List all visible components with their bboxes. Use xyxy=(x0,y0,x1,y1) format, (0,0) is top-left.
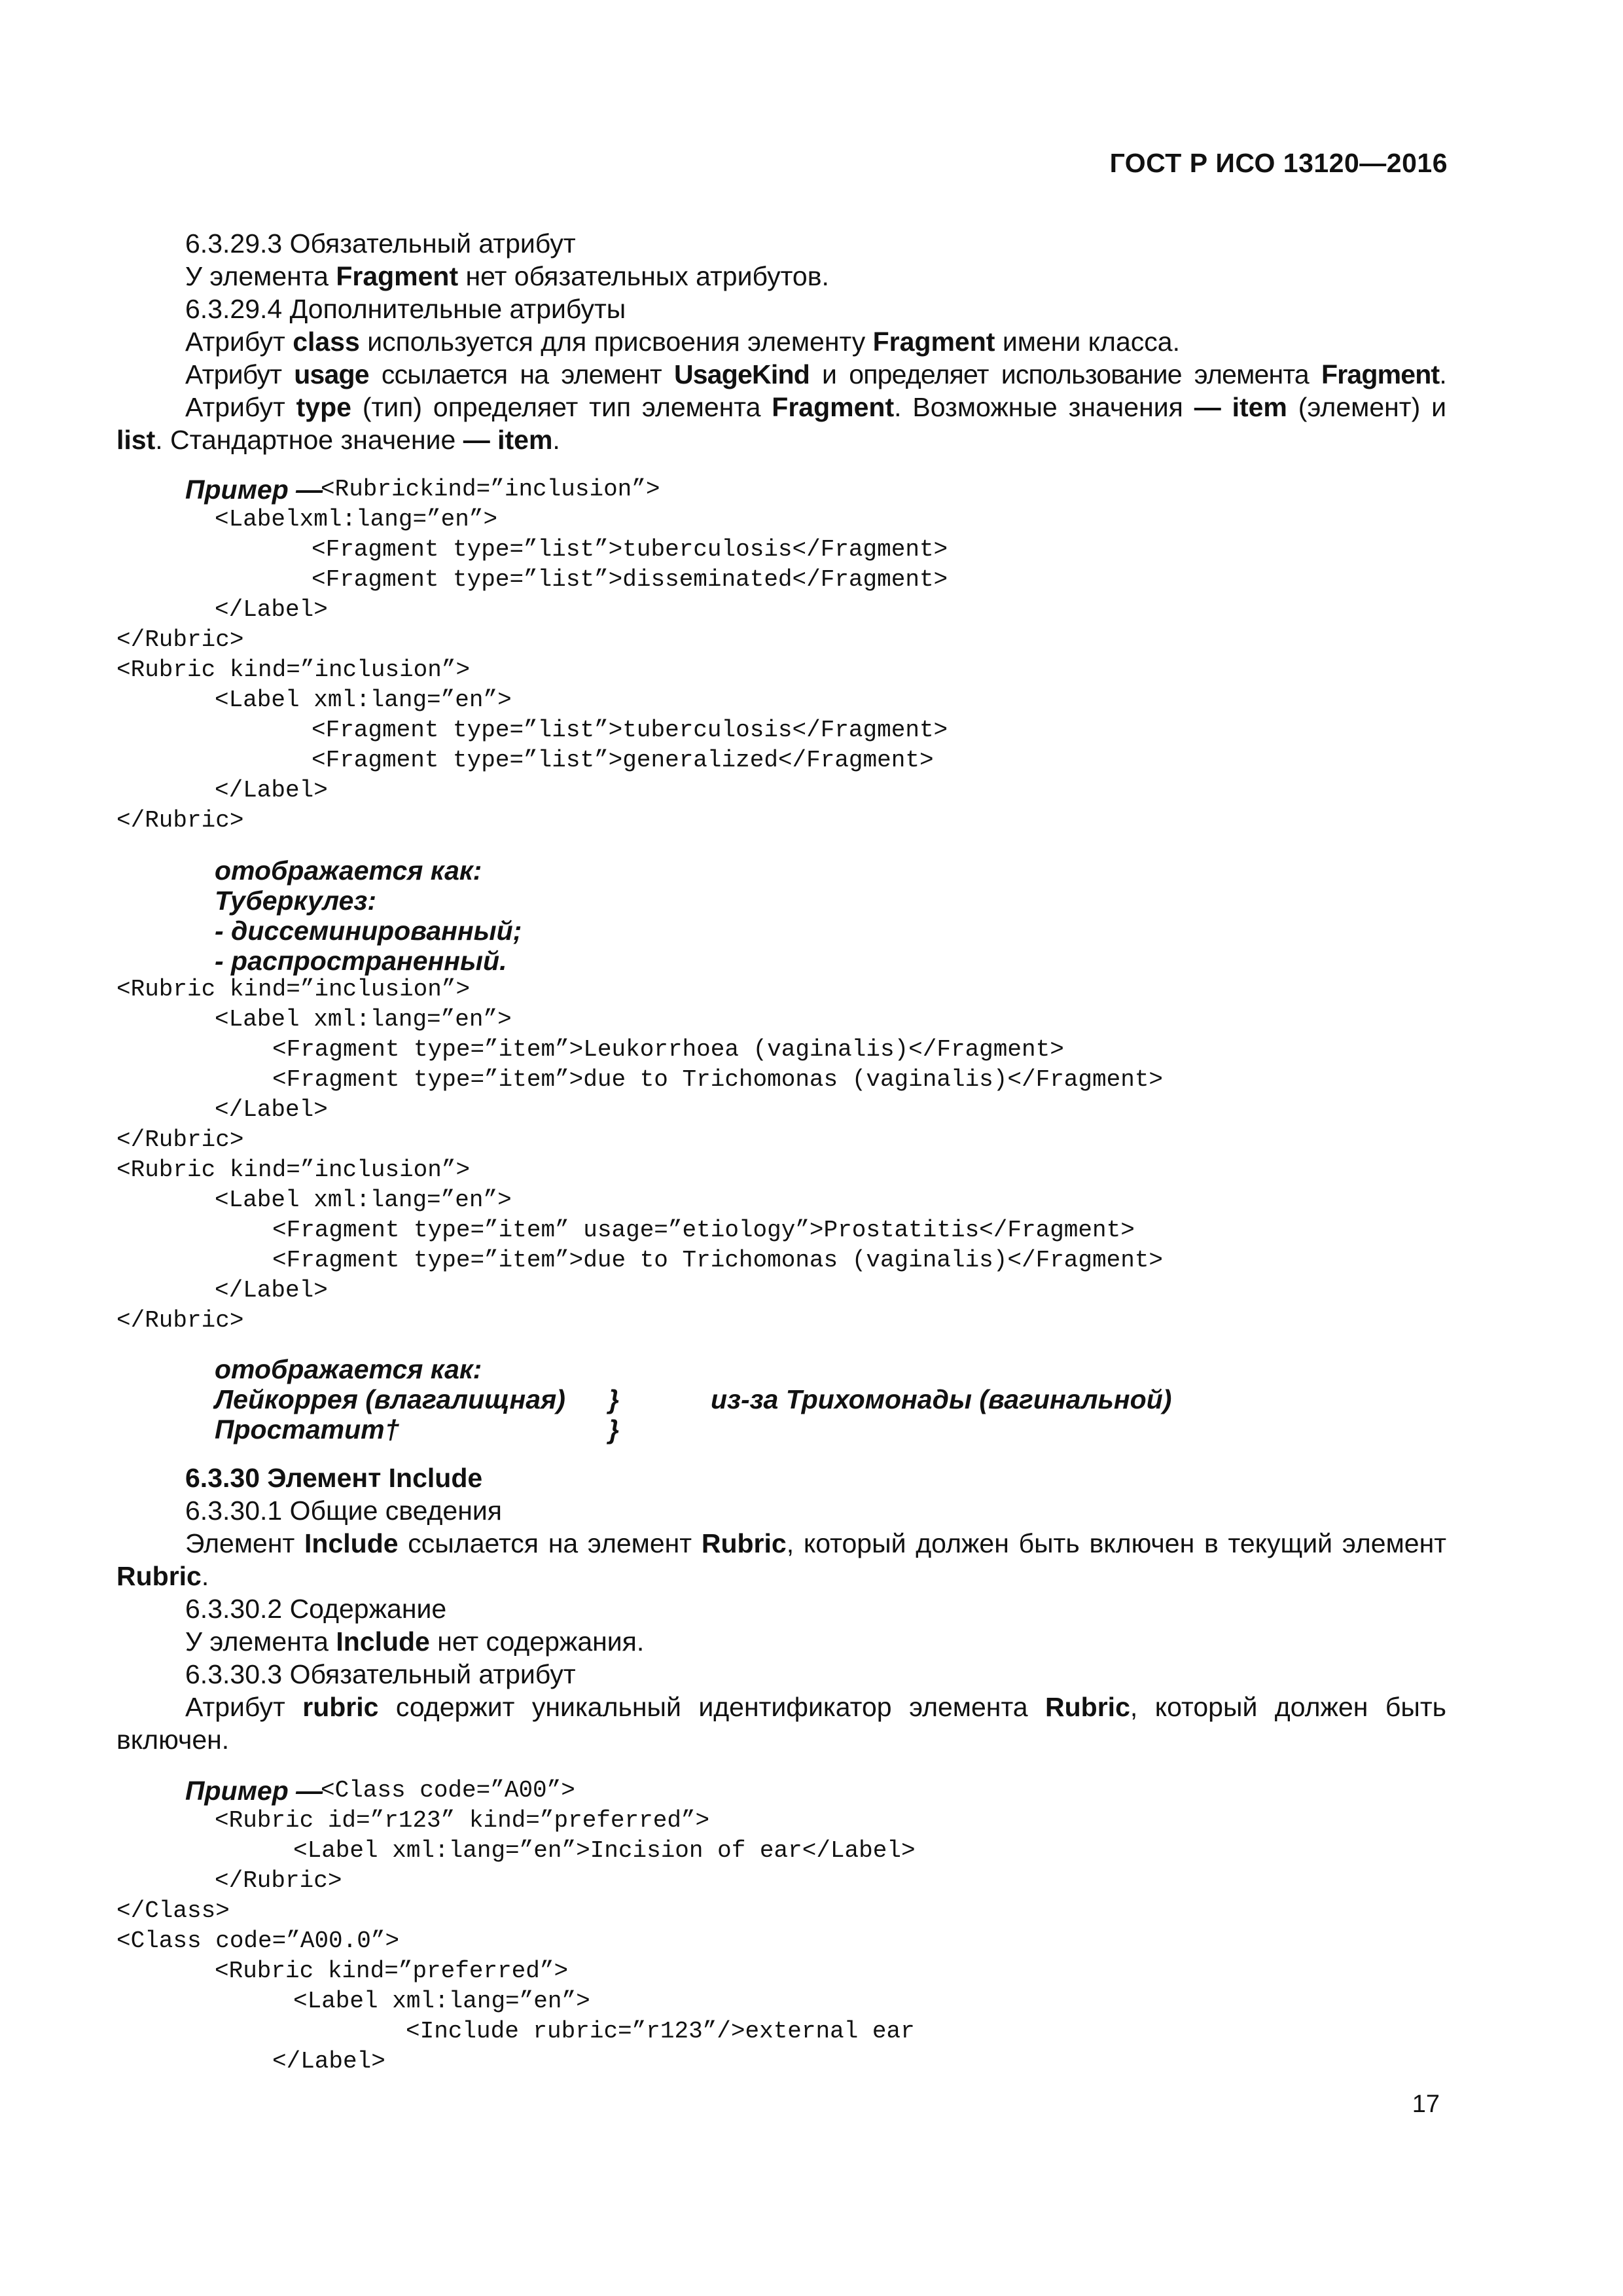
code-line: <Rubric kind=”inclusion”> xyxy=(116,1157,471,1183)
code-line: <Rubric id=”r123” kind=”preferred”> xyxy=(215,1807,710,1834)
code-line: </Rubric> xyxy=(116,1307,244,1334)
paragraph-rubric-attribute-line2: включен. xyxy=(116,1725,230,1755)
example-label: Пример — xyxy=(185,475,323,505)
code-line: <Label xml:lang=”en”> xyxy=(215,1187,512,1213)
heading-6-3-29-4: 6.3.29.4 Дополнительные атрибуты xyxy=(185,294,626,324)
code-line: </Label> xyxy=(272,2048,385,2075)
brace: } xyxy=(609,1414,619,1444)
code-line: <Label xml:lang=”en”> xyxy=(293,1988,590,2015)
code-line: <Labelxml:lang=”en”> xyxy=(215,506,498,533)
heading-6-3-29-3: 6.3.29.3 Обязательный атрибут xyxy=(185,228,576,259)
display-line-prostatitis: Простатит† xyxy=(215,1414,400,1444)
code-line: <Class code=”A00.0”> xyxy=(116,1928,400,1954)
paragraph-usage-attribute: Атрибут usage ссылается на элемент UsageKind и определяет использование элемента Fragment. xyxy=(185,359,1446,389)
display-line-trichomonas: из-за Трихомонады (вагинальной) xyxy=(711,1384,1172,1414)
heading-6-3-30: 6.3.30 Элемент Include xyxy=(185,1463,483,1493)
code-line: </Label> xyxy=(215,596,328,623)
heading-6-3-30-2: 6.3.30.2 Содержание xyxy=(185,1594,447,1624)
code-line: <Fragment type=”item” usage=”etiology”>Prostatitis</Fragment> xyxy=(272,1217,1135,1244)
paragraph-class-attribute: Атрибут class используется для присвоения элементу Fragment имени класса. xyxy=(185,327,1180,357)
display-line: Туберкулез: xyxy=(215,886,376,916)
page-number: 17 xyxy=(1412,2090,1440,2118)
paragraph-include-line1: Элемент Include ссылается на элемент Rubric, который должен быть включен в текущий элемент xyxy=(185,1528,1446,1558)
standard-designation-header: ГОСТ Р ИСО 13120—2016 xyxy=(1109,148,1448,178)
code-line: <Fragment type=”item”>Leukorrhoea (vaginalis)</Fragment> xyxy=(272,1036,1064,1063)
heading-6-3-30-3: 6.3.30.3 Обязательный атрибут xyxy=(185,1659,576,1689)
display-as-label: отображается как: xyxy=(215,855,482,886)
paragraph-fragment-no-mandatory: У элемента Fragment нет обязательных атрибутов. xyxy=(185,261,829,291)
example-label: Пример — xyxy=(185,1776,323,1806)
code-line: <Fragment type=”list”>generalized</Fragment> xyxy=(312,747,934,774)
code-line: <Label xml:lang=”en”>Incision of ear</Label> xyxy=(293,1837,916,1864)
code-line: <Rubric kind=”preferred”> xyxy=(215,1958,569,1984)
code-line: <Fragment type=”list”>disseminated</Fragment> xyxy=(312,566,948,593)
display-as-label: отображается как: xyxy=(215,1354,482,1384)
brace: } xyxy=(609,1384,619,1414)
code-line: </Rubric> xyxy=(116,626,244,653)
code-line: </Label> xyxy=(215,1096,328,1123)
code-line: </Class> xyxy=(116,1897,230,1924)
heading-6-3-30-1: 6.3.30.1 Общие сведения xyxy=(185,1496,502,1526)
code-line: <Rubrickind=”inclusion”> xyxy=(321,476,660,503)
code-line: <Label xml:lang=”en”> xyxy=(215,687,512,713)
code-line: </Rubric> xyxy=(116,1126,244,1153)
display-line-leukorrhea: Лейкоррея (влагалищная) xyxy=(215,1384,565,1414)
paragraph-type-attribute-line2: list. Стандартное значение — item. xyxy=(116,425,560,455)
code-line: <Rubric kind=”inclusion”> xyxy=(116,656,471,683)
code-line: <Fragment type=”list”>tuberculosis</Fragment> xyxy=(312,536,948,563)
code-line: <Rubric kind=”inclusion”> xyxy=(116,976,471,1003)
code-line: <Fragment type=”item”>due to Trichomonas (vaginalis)</Fragment> xyxy=(272,1247,1164,1274)
code-line: <Include rubric=”r123”/>external ear xyxy=(406,2018,915,2045)
display-line: - диссеминированный; xyxy=(215,916,522,946)
code-line: </Label> xyxy=(215,777,328,804)
paragraph-type-attribute-line1: Атрибут type (тип) определяет тип элемента Fragment. Возможные значения — item (элемент) и xyxy=(185,392,1446,422)
code-line: <Class code=”A00”> xyxy=(321,1777,575,1804)
paragraph-include-line2: Rubric. xyxy=(116,1561,209,1591)
code-line: </Label> xyxy=(215,1277,328,1304)
code-line: </Rubric> xyxy=(116,807,244,834)
code-line: <Fragment type=”list”>tuberculosis</Fragment> xyxy=(312,717,948,744)
code-line: <Fragment type=”item”>due to Trichomonas (vaginalis)</Fragment> xyxy=(272,1066,1164,1093)
display-line: - распространенный. xyxy=(215,946,507,976)
code-line: </Rubric> xyxy=(215,1867,342,1894)
code-line: <Label xml:lang=”en”> xyxy=(215,1006,512,1033)
paragraph-rubric-attribute-line1: Атрибут rubric содержит уникальный идентификатор элемента Rubric, который должен быть xyxy=(185,1692,1446,1722)
paragraph-include-no-content: У элемента Include нет содержания. xyxy=(185,1626,645,1657)
